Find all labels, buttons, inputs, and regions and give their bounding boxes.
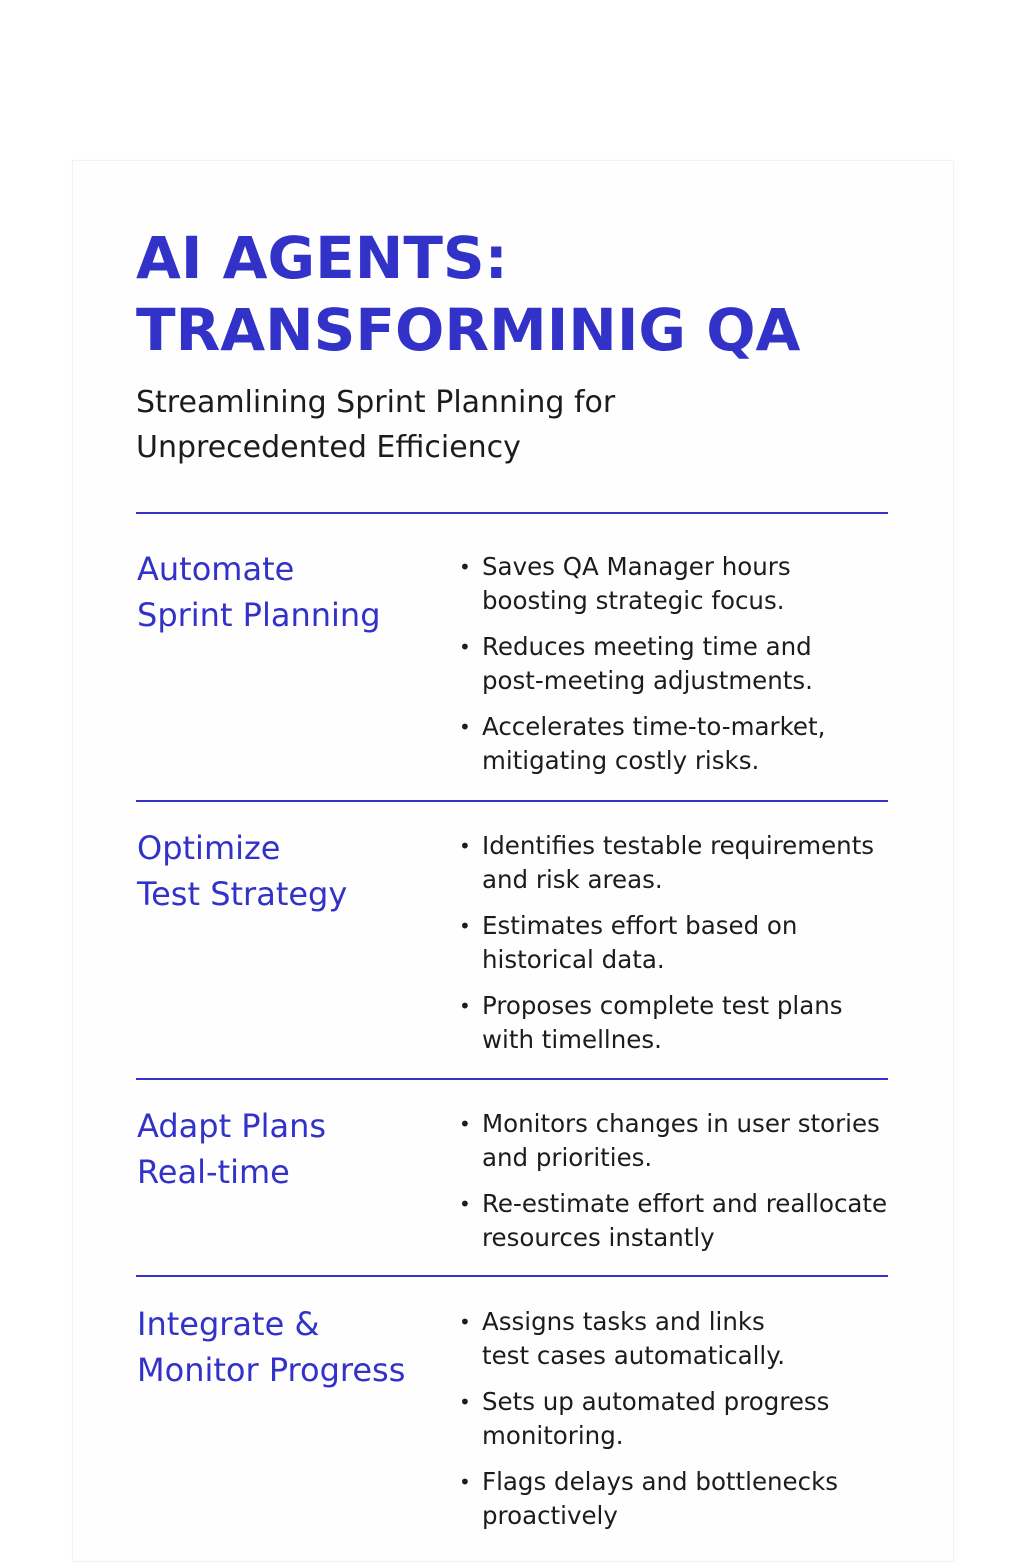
bullet-dot-icon: •	[459, 715, 471, 739]
section-bullets-integrate	[456, 1305, 896, 1545]
list-item: • Monitors changes in user stories and priorities.	[459, 1109, 880, 1172]
subtitle-line-1: Streamlining Sprint Planning for	[136, 385, 616, 420]
section-divider	[136, 800, 888, 802]
bullet-dot-icon: •	[459, 834, 471, 858]
section-heading-optimize: Optimize Test Strategy	[137, 829, 348, 913]
title-line-2: TRANSFORMINIG QA	[136, 296, 801, 364]
bullet-dot-icon: •	[459, 1390, 471, 1414]
list-item: • Identifies testable requirements and risk areas.	[459, 831, 875, 894]
section-heading-automate: Automate Sprint Planning	[137, 550, 381, 634]
list-item: • Reduces meeting time and post-meeting adjustments.	[459, 632, 813, 695]
section-heading-integrate: Integrate & Monitor Progress	[137, 1305, 406, 1389]
bullet-dot-icon: •	[459, 635, 471, 659]
list-item: • Flags delays and bottlenecks proactively	[459, 1467, 839, 1530]
section-bullets-adapt	[456, 1107, 896, 1267]
section-bullets-automate	[456, 550, 896, 790]
list-item: • Saves QA Manager hours boosting strategic focus.	[459, 552, 791, 615]
bullet-dot-icon: •	[459, 994, 471, 1018]
bullet-dot-icon: •	[459, 914, 471, 938]
section-divider	[136, 1078, 888, 1080]
list-item: • Estimates effort based on historical data.	[459, 911, 798, 974]
title-line-1: AI AGENTS:	[136, 224, 508, 292]
section-divider	[136, 1275, 888, 1277]
subtitle-line-2: Unprecedented Efficiency	[136, 430, 521, 465]
bullet-dot-icon: •	[459, 1470, 471, 1494]
section-divider	[136, 512, 888, 514]
list-item: • Proposes complete test plans with timellnes.	[459, 991, 843, 1054]
bullet-dot-icon: •	[459, 555, 471, 579]
list-item: • Re-estimate effort and reallocate resources instantly	[459, 1189, 888, 1252]
bullet-dot-icon: •	[459, 1310, 471, 1334]
page-title	[136, 222, 800, 366]
bullet-dot-icon: •	[459, 1112, 471, 1136]
list-item: • Sets up automated progress monitoring.	[459, 1387, 830, 1450]
section-heading-adapt: Adapt Plans Real-time	[137, 1107, 327, 1191]
list-item: • Accelerates time-to-market, mitigating costly risks.	[459, 712, 826, 775]
section-bullets-optimize	[456, 829, 896, 1069]
bullet-dot-icon: •	[459, 1192, 471, 1216]
page-subtitle	[136, 380, 615, 470]
list-item: • Assigns tasks and links test cases automatically.	[459, 1307, 786, 1370]
